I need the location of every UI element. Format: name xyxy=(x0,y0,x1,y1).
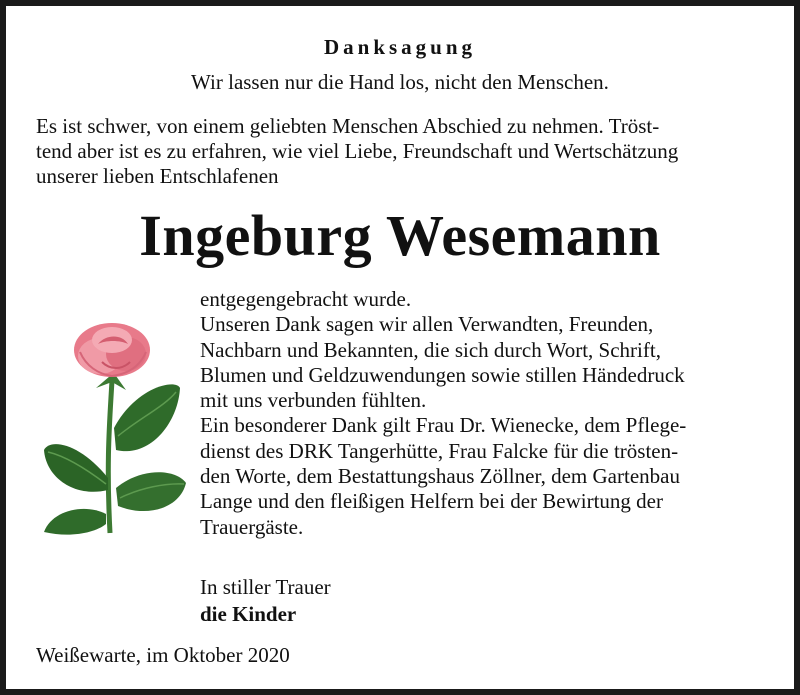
intro-line: unserer lieben Entschlafenen xyxy=(36,164,279,188)
body-line: Ein besonderer Dank gilt Frau Dr. Wienecke, dem Pflege- xyxy=(200,413,687,438)
intro-line: Es ist schwer, von einem geliebten Menschen Abschied zu nehmen. Tröst- xyxy=(36,114,660,138)
body-line: Trauergäste. xyxy=(200,514,304,539)
rose-icon xyxy=(40,318,190,538)
signer: die Kinder xyxy=(200,602,297,626)
body-line: Blumen und Geldzuwendungen sowie stillen Händedruck xyxy=(200,362,685,387)
body-line: Unseren Dank sagen wir allen Verwandten, Freunden, xyxy=(200,312,654,337)
body-line: Nachbarn und Bekannten, die sich durch Wort, Schrift, xyxy=(200,337,661,362)
intro-text xyxy=(36,114,776,189)
body-line: mit uns verbunden fühlten. xyxy=(200,388,427,413)
place-date: Weißewarte, im Oktober 2020 xyxy=(36,643,290,667)
intro-line: tend aber ist es zu erfahren, wie viel Liebe, Freundschaft und Wertschätzung xyxy=(36,139,679,163)
notice-heading: Danksagung xyxy=(323,35,477,59)
body-line: Lange und den fleißigen Helfern bei der Bewirtung der xyxy=(200,489,663,514)
thanks-body xyxy=(200,287,776,540)
deceased-name: Ingeburg Wesemann xyxy=(139,203,661,268)
closing-block xyxy=(200,574,331,628)
body-line: den Worte, dem Bestattungshaus Zöllner, dem Gartenbau xyxy=(200,464,680,489)
body-line: entgegengebracht wurde. xyxy=(200,287,412,311)
motto: Wir lassen nur die Hand los, nicht den Menschen. xyxy=(191,70,609,94)
closing-line: In stiller Trauer xyxy=(200,575,331,599)
body-line: dienst des DRK Tangerhütte, Frau Falcke für die trösten- xyxy=(200,438,679,463)
